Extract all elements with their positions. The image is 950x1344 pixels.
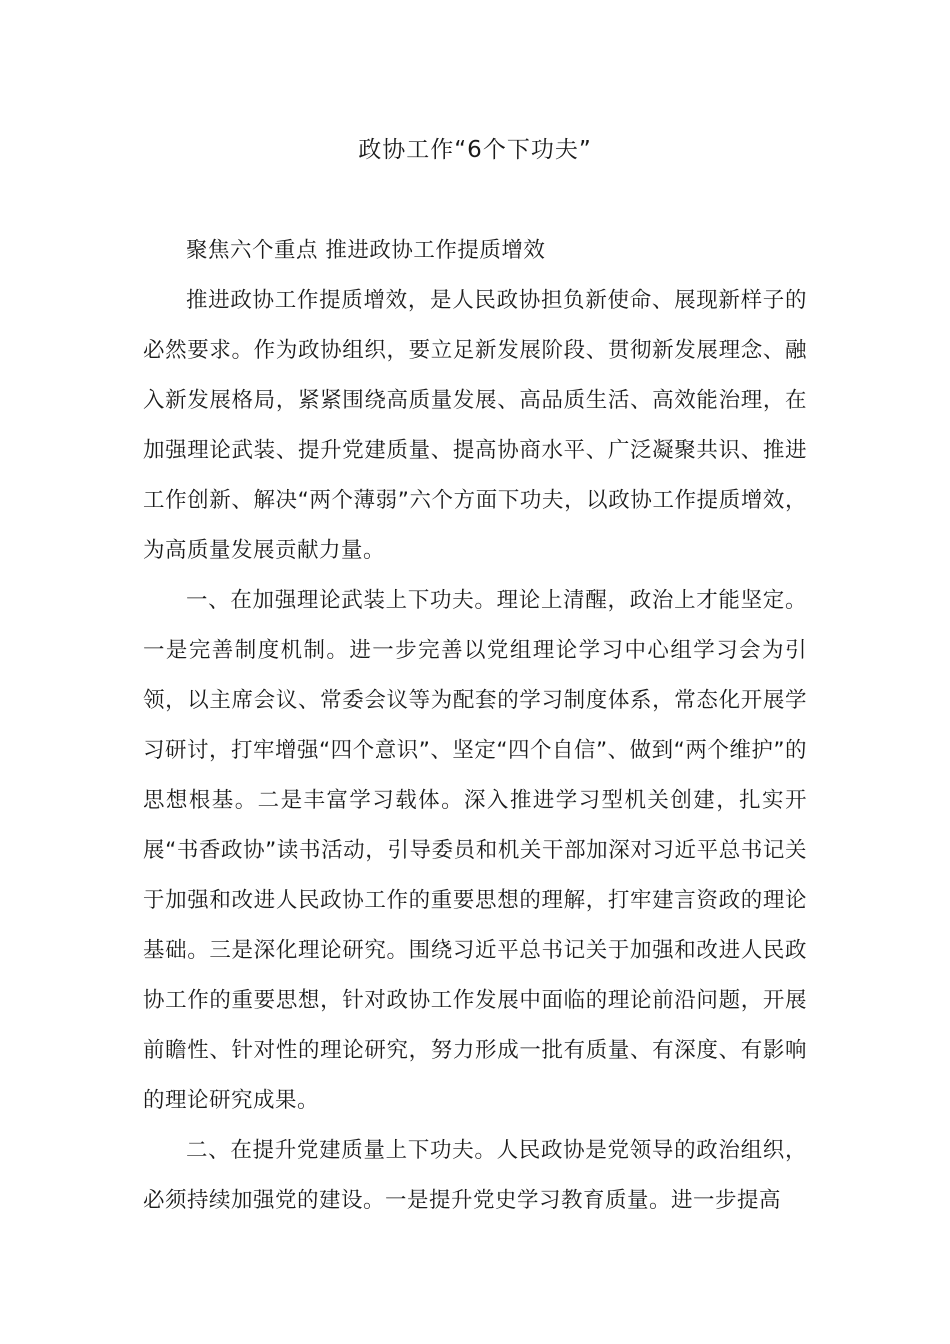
- document-body: [143, 226, 807, 1226]
- paragraph-intro: 推进政协工作提质增效，是人民政协担负新使命、展现新样子的必然要求。作为政协组织，要立足新发展阶段、贯彻新发展理念、融入新发展格局，紧紧围绕高质量发展、高品质生活、高效能治理，在加强理论武装、提升党建质量、提高协商水平、广泛凝聚共识、推进工作创新、解决“两个薄弱”六个方面下功夫，以政协工作提质增效，为高质量发展贡献力量。: [143, 288, 807, 563]
- paragraph-section-1: 一、在加强理论武装上下功夫。理论上清醒，政治上才能坚定。一是完善制度机制。进一步完善以党组理论学习中心组学习会为引领，以主席会议、常委会议等为配套的学习制度体系，常态化开展学习研讨，打牢增强“四个意识”、坚定“四个自信”、做到“两个维护”的思想根基。二是丰富学习载体。深入推进学习型机关创建，扎实开展“书香政协”读书活动，引导委员和机关干部加深对习近平总书记关于加强和改进人民政协工作的重要思想的理解，打牢建言资政的理论基础。三是深化理论研究。围绕习近平总书记关于加强和改进人民政协工作的重要思想，针对政协工作发展中面临的理论前沿问题，开展前瞻性、针对性的理论研究，努力形成一批有质量、有深度、有影响的理论研究成果。: [143, 588, 807, 1113]
- paragraph-section-2: 二、在提升党建质量上下功夫。人民政协是党领导的政治组织，必须持续加强党的建设。一是提升党史学习教育质量。进一步提高: [143, 1138, 807, 1213]
- document-title: 政协工作“6个下功夫”: [358, 137, 592, 163]
- document-subtitle: 聚焦六个重点 推进政协工作提质增效: [186, 238, 546, 263]
